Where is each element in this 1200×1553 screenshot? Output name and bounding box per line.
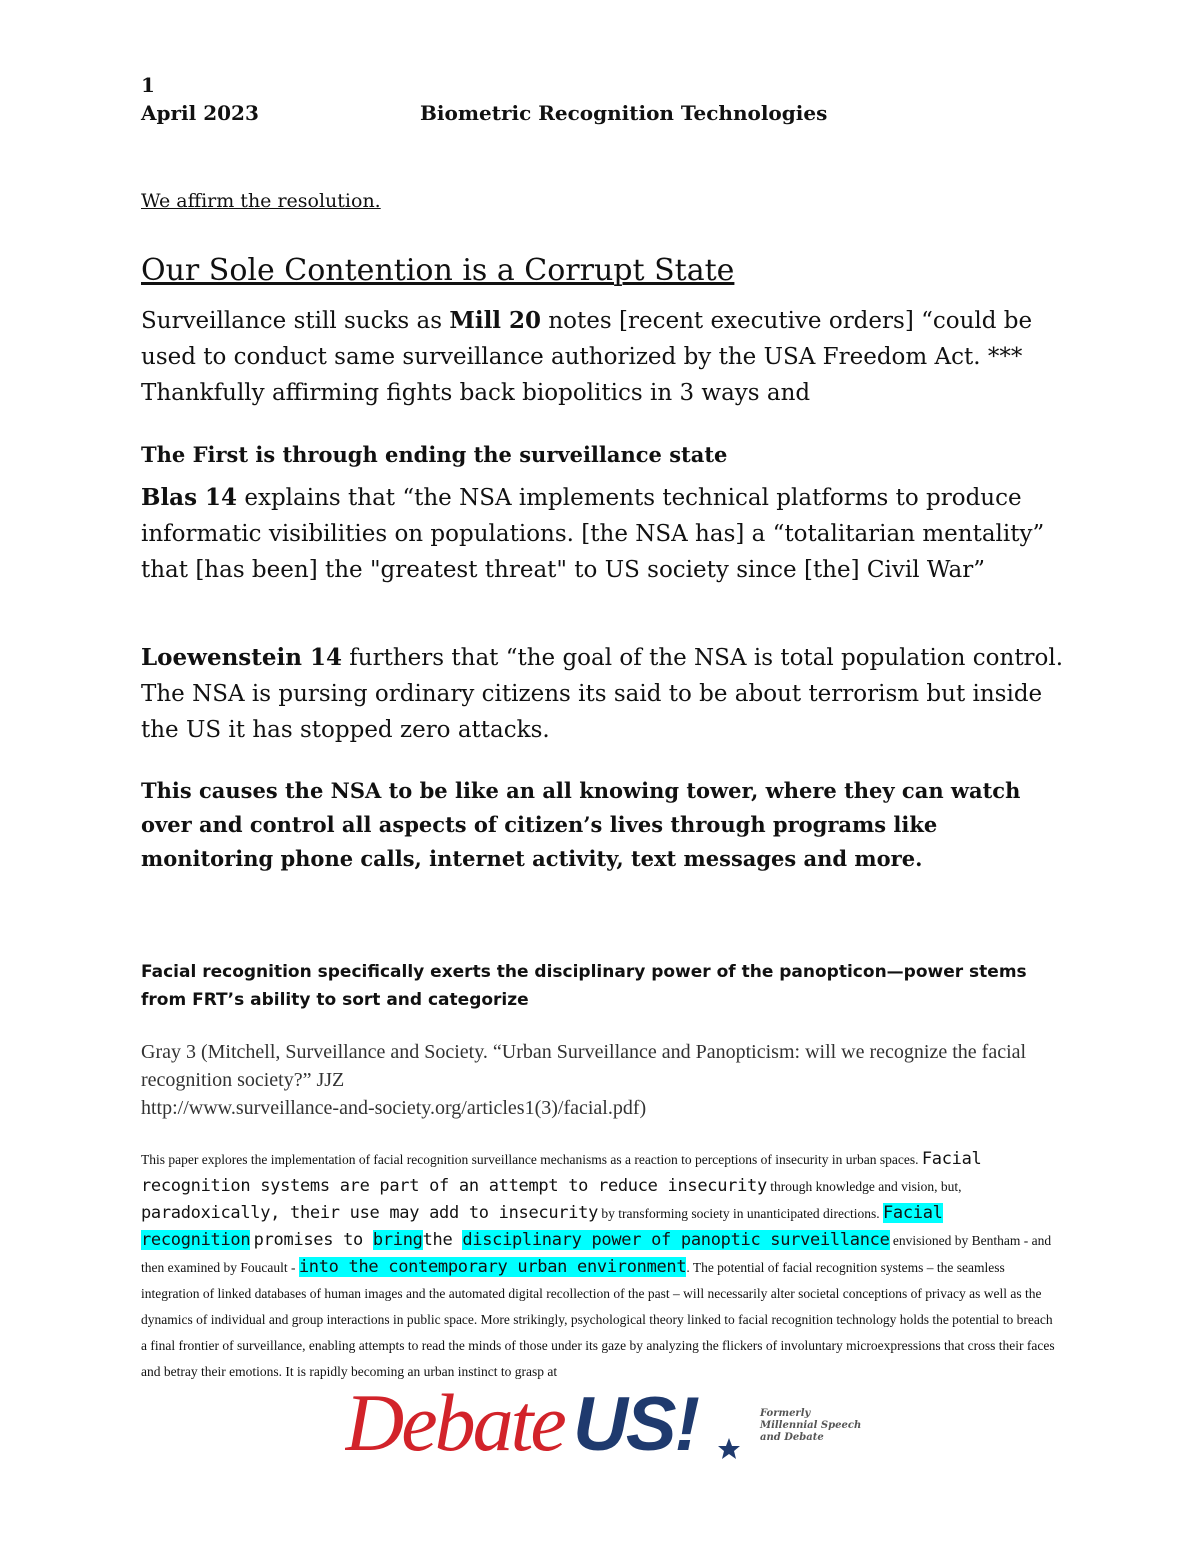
citation-blas: Blas 14 [141,484,238,511]
contention-title: Our Sole Contention is a Corrupt State [141,253,735,288]
citation-mill: Mill 20 [449,307,542,334]
card-text-read: paradoxically, their use may add to insecurity [141,1203,599,1223]
card-highlight: Facial recognition [141,1203,943,1250]
card-text-read: promises to [253,1230,373,1250]
card-text-read: the [422,1230,463,1250]
paragraph-blas [141,480,1071,588]
page-number: 1 [141,73,155,97]
logo-text-us: US! [573,1382,698,1467]
card-highlight: bring [372,1230,423,1250]
para2-body: explains that “the NSA implements technical platforms to produce informatic visibilities on populations. [the NSA has] a “totalitarian mentality” that [has been] the "greatest threat" to US society since [the] Civil War” [141,485,1045,583]
card-highlight: disciplinary power of panoptic surveillance [462,1230,890,1250]
card-text: through knowledge and vision, but, [766,1179,962,1194]
card-text: envisioned by Bentham - and then examined by Foucault - [141,1233,1052,1275]
affirm-statement: We affirm the resolution. [141,190,381,212]
para3-body: furthers that “the goal of the NSA is total population control. The NSA is pursing ordinary citizens its said to be about terrorism but inside the US it has stopped zero attacks. [141,645,1064,743]
para1-lead: Surveillance still sucks as [141,308,450,334]
card-text: . The potential of facial recognition systems – the seamless integration of linked databases of human images and the automated digital recollection of the past – will necessarily alter societal conceptions of privacy as well as the dynamics of individual and group interactions in public space. More strikingly, psychological theory linked to facial recognition technology holds the potential to breach a final frontier of surveillance, enabling attempts to read the minds of those under its gaze by analyzing the flickers of involuntary microexpressions that cross their faces and betray their emotions. It is rapidly becoming an urban instinct to grasp at [141,1260,1055,1379]
citation-loewenstein: Loewenstein 14 [141,644,342,671]
paragraph-thankfully: Thankfully affirming fights back biopolitics in 3 ways and [141,380,811,406]
card-citation [141,1038,1071,1122]
card-text: by transforming society in unanticipated directions. [598,1206,883,1221]
star-icon [718,1438,740,1459]
card-text: This paper explores the implementation of facial recognition surveillance mechanisms as a reaction to perceptions of insecurity in urban spaces. [141,1152,922,1167]
card-highlight: into the contemporary urban environment [298,1257,687,1277]
logo-tagline: Formerly Millennial Speech and Debate [760,1408,862,1443]
paragraph-mill [141,303,1071,375]
citation-line-1: Gray 3 (Mitchell, Surveillance and Society. “Urban Surveillance and Panopticism: will we recognize the facial recognition society?” JJZ [141,1041,1027,1091]
paragraph-tower: This causes the NSA to be like an all knowing tower, where they can watch over and control all aspects of citizen’s lives through programs like monitoring phone calls, internet activity, text messages and more. [141,778,1021,871]
logo-text-debate: Debate [345,1380,564,1468]
citation-url: http://www.surveillance-and-society.org/articles1(3)/facial.pdf) [141,1097,647,1119]
card-text-read: Facial recognition systems are part of an attempt to reduce insecurity [141,1149,982,1196]
header-title: Biometric Recognition Technologies [420,101,828,125]
paragraph-loewenstein [141,640,1071,748]
para1-body: notes [recent executive orders] “could be used to conduct same surveillance authorized by the USA Freedom Act. *** [141,308,1033,370]
card-tag: Facial recognition specifically exerts the disciplinary power of the panopticon—power stems from FRT’s ability to sort and categorize [141,962,1027,1010]
subheading-first: The First is through ending the surveillance state [141,442,728,467]
header-date: April 2023 [141,101,259,125]
card-body [141,1146,1061,1385]
